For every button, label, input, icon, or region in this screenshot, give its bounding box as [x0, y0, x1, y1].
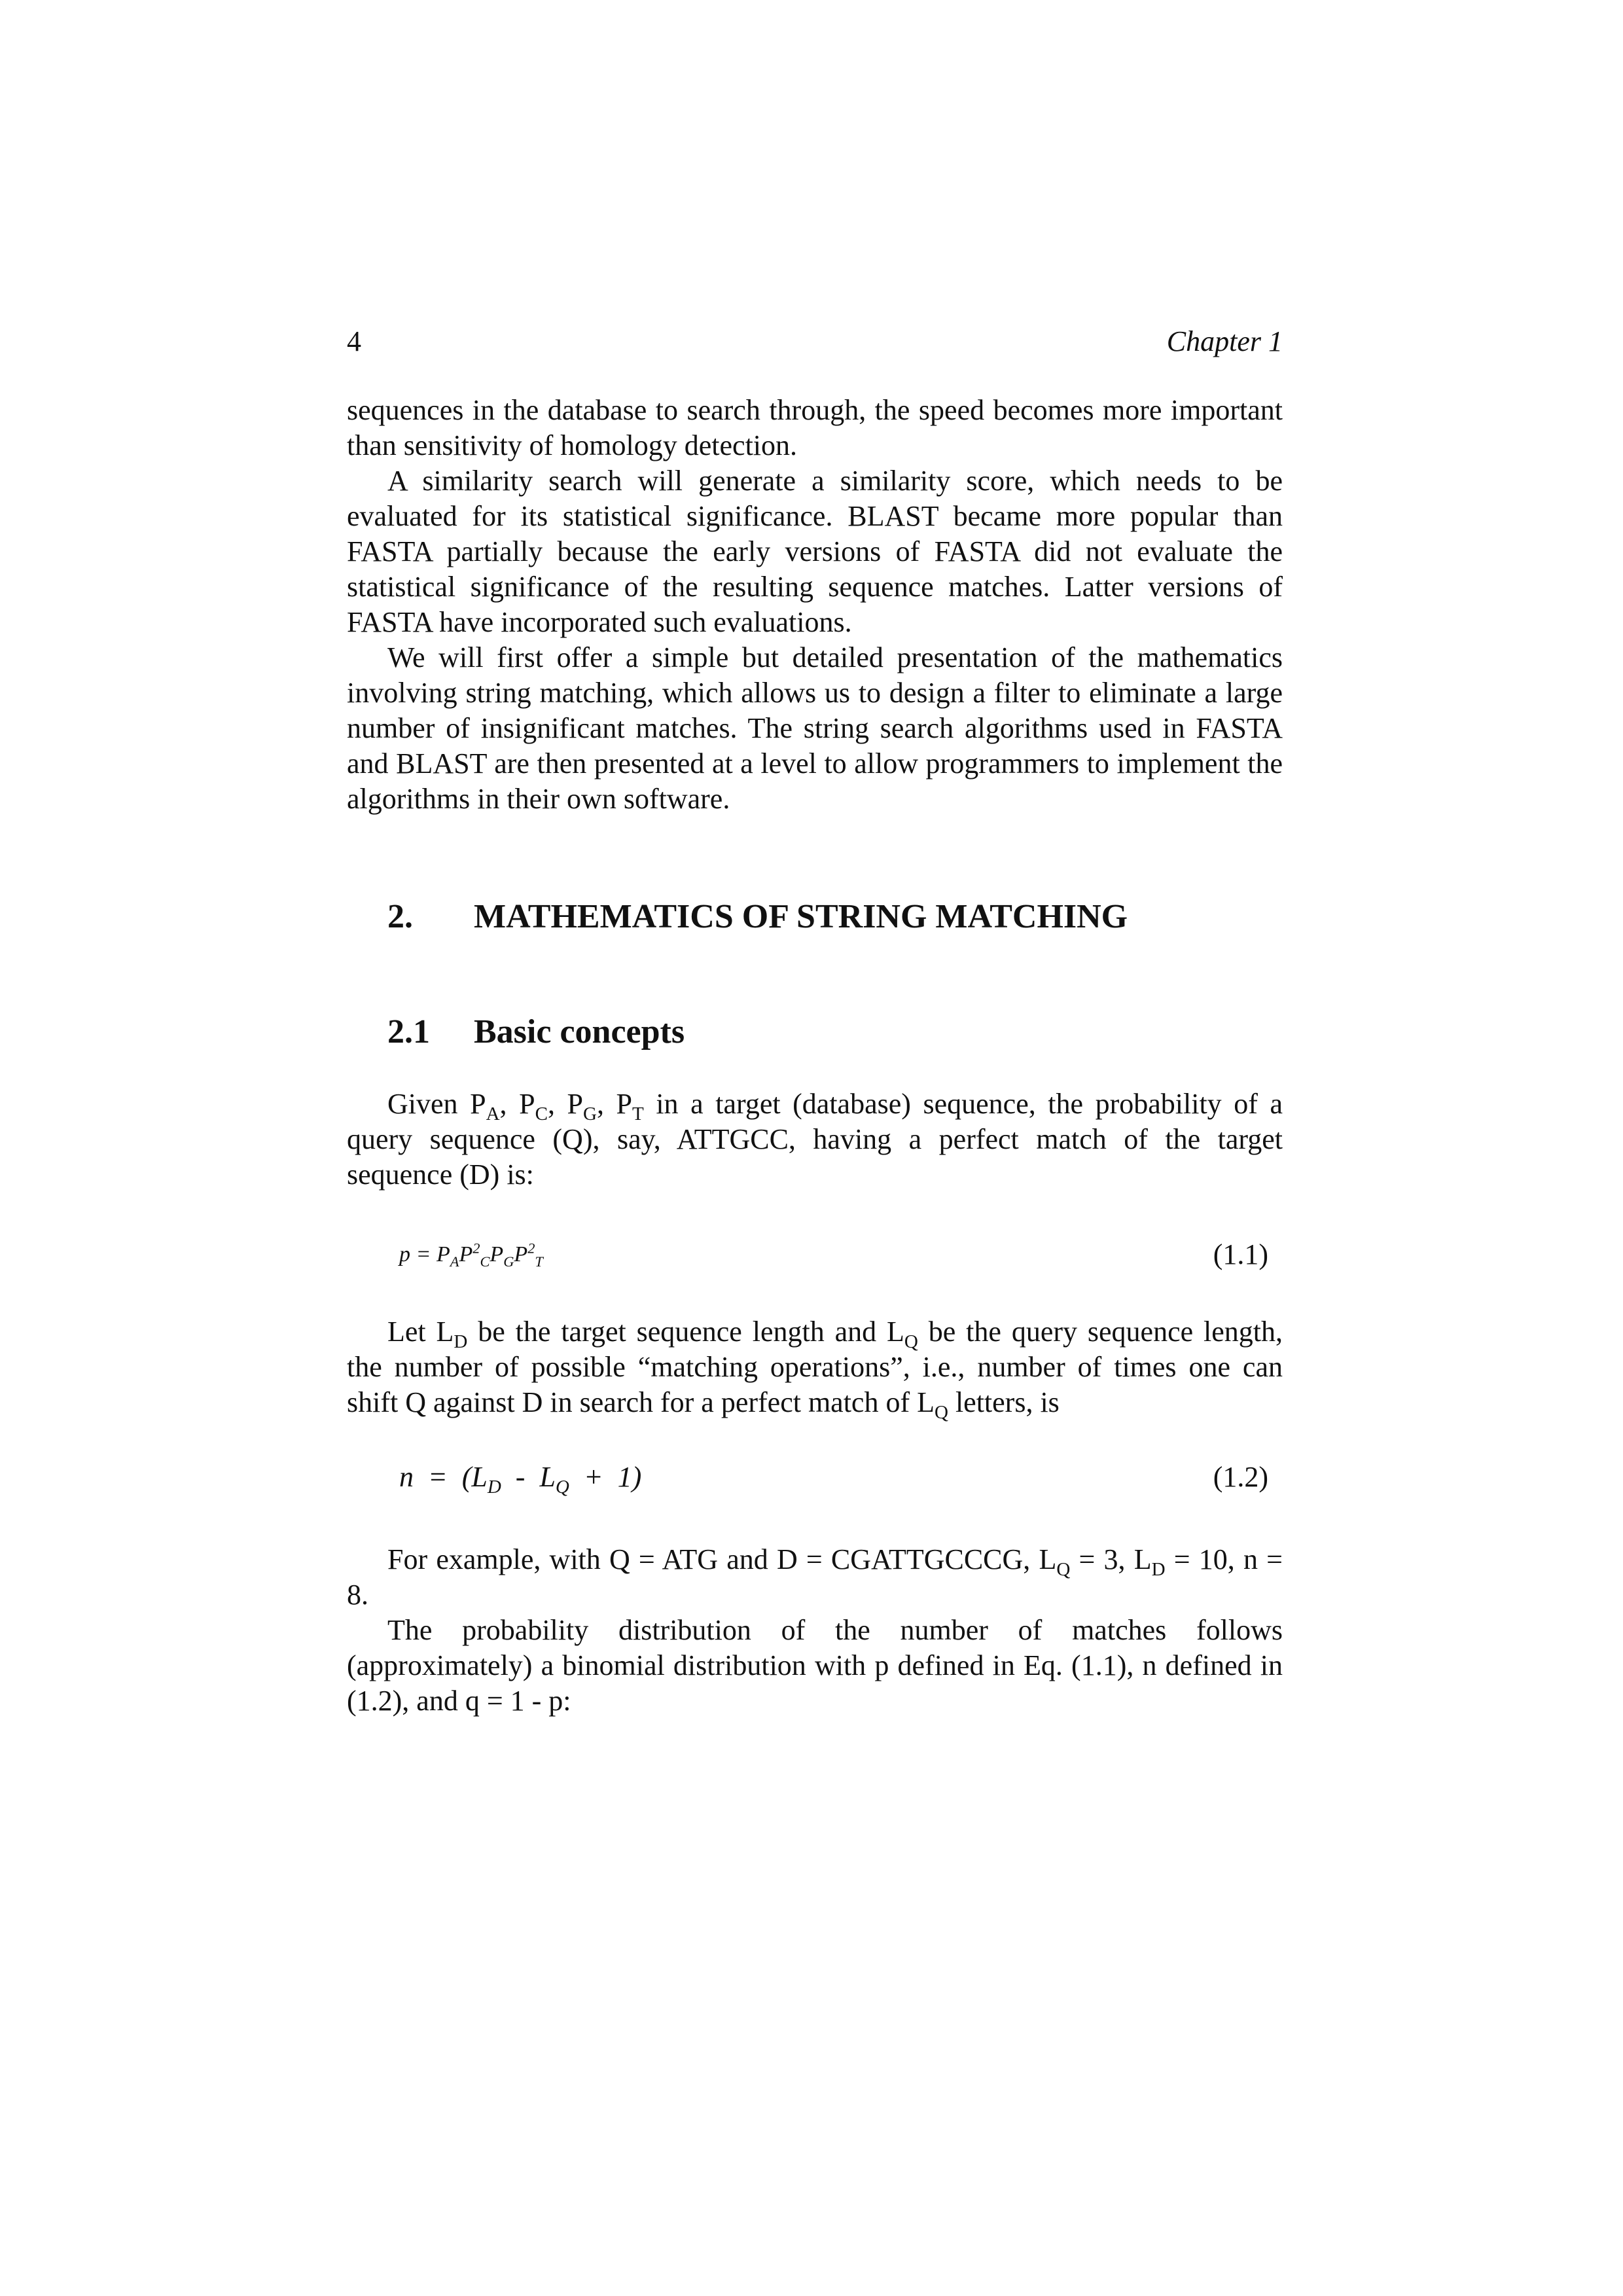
intro-paragraph-1: sequences in the database to search through, the speed becomes more important than sensitivity of homology detection.	[347, 394, 1283, 461]
text-run: , P	[499, 1088, 535, 1120]
section-heading	[387, 895, 1128, 939]
chapter-label: Chapter 1	[1166, 325, 1283, 357]
subsection-number: 2.1	[387, 1013, 430, 1050]
section-title: MATHEMATICS OF STRING MATCHING	[474, 898, 1128, 935]
subscript: Q	[904, 1331, 918, 1352]
equation-1-1-number: (1.1)	[1213, 1238, 1268, 1270]
subscript: D	[454, 1331, 468, 1352]
basic-paragraph-3-block	[347, 1542, 1283, 1719]
subscript: D	[487, 1476, 501, 1498]
text-run: P	[490, 1242, 504, 1266]
subsection-title: Basic concepts	[474, 1013, 685, 1050]
intro-paragraph-2: A similarity search will generate a similarity score, which needs to be evaluated for its statistical significance. BLAST became more popular than FASTA partially because the early versions of FASTA did not evaluate the statistical significance of the resulting sequence matches. Latter versions of FASTA have incorporated such evaluations.	[347, 465, 1283, 638]
superscript: 2	[473, 1240, 480, 1257]
basic-paragraph-2-block	[347, 1314, 1283, 1423]
basic-paragraph-1-block	[347, 1086, 1283, 1193]
subscript: Q	[555, 1476, 569, 1498]
text-run: n = (L	[399, 1461, 488, 1493]
equation-1-2-formula	[399, 1454, 641, 1500]
subscript: A	[486, 1103, 500, 1124]
text-run: letters, is	[948, 1386, 1060, 1418]
subscript: Q	[934, 1401, 948, 1423]
equation-1-2	[399, 1454, 1283, 1500]
basic-paragraph-4: The probability distribution of the number of matches follows (approximately) a binomial distribution with p defined in Eq. (1.1), n defined in (1.2), and q = 1 - p:	[347, 1614, 1283, 1717]
text-run: p = P	[399, 1242, 450, 1266]
subscript: G	[503, 1253, 514, 1270]
text-run: be the query sequence length, the number of possible “matching operations”, i.e., number of times one can shift Q against D in search for a perfect match of L	[347, 1316, 1283, 1418]
subscript: C	[535, 1103, 548, 1124]
subscript: A	[450, 1253, 459, 1270]
subsection-heading	[387, 1011, 685, 1054]
text-run: - L	[501, 1461, 556, 1493]
superscript: 2	[527, 1240, 535, 1257]
equation-1-2-number: (1.2)	[1213, 1461, 1268, 1493]
intro-text	[347, 393, 1283, 817]
running-head	[347, 322, 1283, 361]
text-run: in a target (database) sequence, the probability of a query sequence (Q), say, ATTGCC, having a perfect match of the target sequence (D) is:	[347, 1088, 1283, 1191]
text-run: Given P	[387, 1088, 486, 1120]
subscript: G	[583, 1103, 597, 1124]
subscript: T	[632, 1103, 644, 1124]
text-run: P	[459, 1242, 473, 1266]
text-run: For example, with Q = ATG and D = CGATTGCCCG, L	[387, 1543, 1057, 1575]
text-run: P	[514, 1242, 528, 1266]
basic-paragraph-3	[347, 1542, 1283, 1613]
text-run: , P	[547, 1088, 584, 1120]
subscript: Q	[1056, 1558, 1071, 1580]
equation-1-1	[399, 1232, 1283, 1278]
document-page	[347, 0, 1283, 2296]
subscript: C	[480, 1253, 490, 1270]
basic-paragraph-2	[347, 1314, 1283, 1423]
text-run: , P	[596, 1088, 633, 1120]
page-number: 4	[347, 325, 361, 357]
equation-1-1-formula	[399, 1232, 543, 1278]
text-run: be the target sequence length and L	[467, 1316, 904, 1348]
text-run: Let L	[387, 1316, 454, 1348]
text-run: = 3, L	[1070, 1543, 1152, 1575]
intro-paragraph-3: We will first offer a simple but detailed presentation of the mathematics involving string matching, which allows us to design a filter to eliminate a large number of insignificant matches. The string search algorithms used in FASTA and BLAST are then presented at a level to allow programmers to implement the algorithms in their own software.	[347, 641, 1283, 815]
text-run: = 10, n = 8.	[347, 1543, 1283, 1611]
subscript: T	[535, 1253, 543, 1270]
basic-paragraph-1	[347, 1086, 1283, 1193]
text-run: + 1)	[569, 1461, 642, 1493]
section-number: 2.	[387, 898, 413, 935]
subscript: D	[1151, 1558, 1166, 1580]
